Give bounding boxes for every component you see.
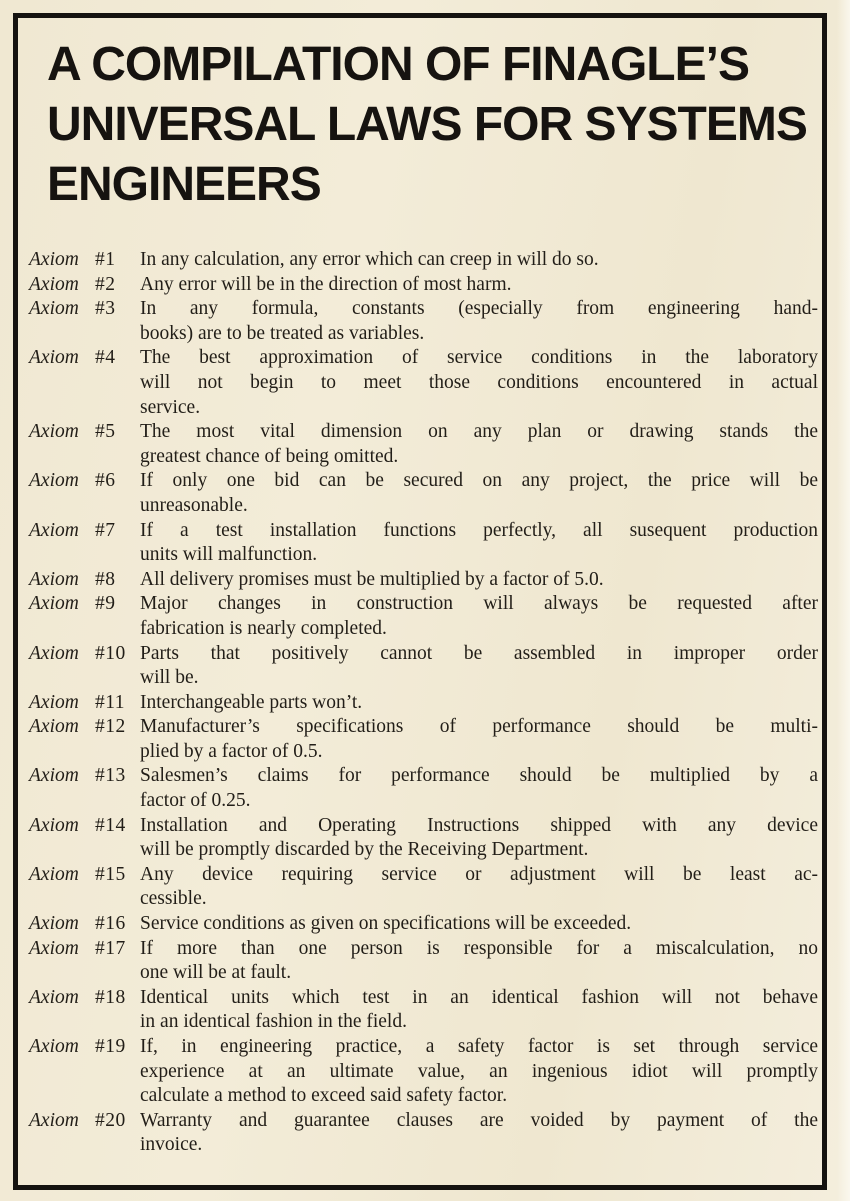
- axiom-number: #11: [95, 691, 126, 713]
- axiom-text-line: If, in engineering practice, a safety factor is set through service: [140, 1036, 818, 1057]
- axiom-text-line: Major changes in construction will always be requested after: [140, 593, 818, 615]
- axiom-row-20: [18, 1109, 822, 1158]
- scan-edge-artifact: [837, 0, 850, 1201]
- axiom-row-19: [18, 1035, 822, 1109]
- axiom-row-4: [18, 346, 822, 420]
- axiom-text-line: in an identical fashion in the field.: [140, 1011, 407, 1033]
- axiom-row-2: [18, 273, 822, 298]
- axiom-row-12: [18, 715, 822, 764]
- axiom-label: Axiom: [29, 691, 79, 713]
- axiom-number: #6: [95, 470, 116, 492]
- axiom-text-line: unreasonable.: [140, 494, 248, 516]
- title-line-2: UNIVERSAL LAWS FOR SYSTEMS: [47, 98, 807, 151]
- axiom-number: #17: [95, 937, 126, 959]
- axiom-row-14: [18, 814, 822, 863]
- axiom-number: #9: [95, 593, 116, 615]
- axiom-label: Axiom: [29, 249, 79, 270]
- axiom-number: #10: [95, 642, 126, 664]
- axiom-label: Axiom: [29, 642, 79, 664]
- axiom-label: Axiom: [29, 1036, 79, 1057]
- axiom-text: [140, 986, 818, 1035]
- axiom-number: #8: [95, 568, 116, 590]
- title-line-3: ENGINEERS: [47, 158, 321, 211]
- axiom-text-line: will be.: [140, 667, 199, 689]
- axiom-row-15: [18, 863, 822, 912]
- axiom-text-line: will be promptly discarded by the Receiving Department.: [140, 839, 589, 861]
- axiom-text: [140, 248, 818, 273]
- axiom-text-line: greatest chance of being omitted.: [140, 445, 399, 467]
- axiom-label: Axiom: [29, 347, 79, 369]
- axiom-row-3: [18, 297, 822, 346]
- axiom-text-line: If only one bid can be secured on any project, the price will be: [140, 470, 818, 492]
- axiom-label: Axiom: [29, 273, 79, 295]
- axiom-text-line: Manufacturer’s specifications of performance should be multi-: [140, 716, 818, 738]
- axiom-label: Axiom: [29, 913, 79, 935]
- axiom-text: [140, 642, 818, 691]
- axiom-text: [140, 863, 818, 912]
- axiom-text: [140, 273, 818, 298]
- axiom-number: #3: [95, 298, 116, 320]
- axiom-label: Axiom: [29, 716, 79, 738]
- axiom-text-line: Parts that positively cannot be assembled in improper order: [140, 642, 818, 664]
- axiom-text-line: plied by a factor of 0.5.: [140, 740, 323, 762]
- axiom-text: [140, 346, 818, 420]
- axiom-row-1: [18, 248, 822, 273]
- axiom-number: #4: [95, 347, 116, 369]
- axiom-text-line: Any device requiring service or adjustment will be least ac-: [140, 863, 818, 885]
- axiom-text: [140, 568, 818, 593]
- axiom-number: #20: [95, 1109, 126, 1131]
- axiom-text-line: Warranty and guarantee clauses are voided by payment of the: [140, 1109, 818, 1131]
- axiom-row-6: [18, 469, 822, 518]
- axiom-text-line: Any error will be in the direction of most harm.: [140, 273, 512, 295]
- axiom-label: Axiom: [29, 1109, 79, 1131]
- axiom-text-line: Identical units which test in an identical fashion will not behave: [140, 986, 818, 1008]
- axiom-label: Axiom: [29, 519, 79, 541]
- axiom-text: [140, 814, 818, 863]
- axiom-text: [140, 519, 818, 568]
- axiom-number: #15: [95, 863, 126, 885]
- axiom-number: #7: [95, 519, 116, 541]
- axiom-text-line: Interchangeable parts won’t.: [140, 691, 363, 713]
- axiom-text: [140, 420, 818, 469]
- axiom-row-5: [18, 420, 822, 469]
- axiom-text: [140, 297, 818, 346]
- axiom-number: #19: [95, 1036, 126, 1057]
- axiom-number: #5: [95, 421, 116, 443]
- axiom-text-line: one will be at fault.: [140, 962, 292, 984]
- axiom-text: [140, 469, 818, 518]
- axiom-number: #13: [95, 765, 126, 787]
- axiom-text: [140, 1109, 818, 1158]
- axiom-label: Axiom: [29, 568, 79, 590]
- axiom-number: #2: [95, 273, 116, 295]
- axiom-text: [140, 937, 818, 986]
- page-title: [47, 35, 822, 215]
- axiom-row-11: [18, 691, 822, 716]
- axiom-label: Axiom: [29, 937, 79, 959]
- axiom-text: [140, 912, 818, 937]
- axiom-text-line: The most vital dimension on any plan or drawing stands the: [140, 421, 818, 443]
- axiom-number: #18: [95, 986, 126, 1008]
- axiom-row-7: [18, 519, 822, 568]
- axiom-text-line: fabrication is nearly completed.: [140, 617, 387, 639]
- axiom-label: Axiom: [29, 986, 79, 1008]
- axiom-list: [18, 248, 822, 1158]
- axiom-text-line: Salesmen’s claims for performance should be multiplied by a: [140, 765, 818, 787]
- axiom-row-16: [18, 912, 822, 937]
- axiom-text: [140, 715, 818, 764]
- axiom-number: #12: [95, 716, 126, 738]
- axiom-text-line: invoice.: [140, 1134, 203, 1156]
- axiom-text-line: will not begin to meet those conditions encountered in actual: [140, 371, 818, 393]
- axiom-text-line: In any calculation, any error which can creep in will do so.: [140, 249, 599, 270]
- axiom-text: [140, 1035, 818, 1109]
- axiom-number: #16: [95, 913, 126, 935]
- axiom-text: [140, 691, 818, 716]
- axiom-text-line: units will malfunction.: [140, 544, 318, 566]
- axiom-label: Axiom: [29, 814, 79, 836]
- axiom-label: Axiom: [29, 470, 79, 492]
- axiom-text-line: If more than one person is responsible for a miscalculation, no: [140, 937, 818, 959]
- axiom-row-18: [18, 986, 822, 1035]
- axiom-text-line: books) are to be treated as variables.: [140, 322, 425, 344]
- page-border-frame: [13, 13, 827, 1190]
- axiom-text-line: The best approximation of service conditions in the laboratory: [140, 347, 818, 369]
- axiom-row-10: [18, 642, 822, 691]
- axiom-number: #1: [95, 249, 116, 270]
- axiom-text-line: Installation and Operating Instructions shipped with any device: [140, 814, 818, 836]
- axiom-label: Axiom: [29, 863, 79, 885]
- axiom-text-line: experience at an ultimate value, an ingenious idiot will promptly: [140, 1060, 818, 1082]
- axiom-text-line: service.: [140, 396, 201, 418]
- axiom-label: Axiom: [29, 298, 79, 320]
- axiom-label: Axiom: [29, 421, 79, 443]
- title-line-1: A COMPILATION OF FINAGLE’S: [47, 38, 749, 91]
- axiom-row-9: [18, 592, 822, 641]
- axiom-text-line: cessible.: [140, 888, 207, 910]
- axiom-text-line: Service conditions as given on specifications will be exceeded.: [140, 913, 632, 935]
- axiom-row-17: [18, 937, 822, 986]
- axiom-row-13: [18, 764, 822, 813]
- axiom-label: Axiom: [29, 593, 79, 615]
- axiom-number: #14: [95, 814, 126, 836]
- axiom-text-line: All delivery promises must be multiplied by a factor of 5.0.: [140, 568, 604, 590]
- axiom-text-line: In any formula, constants (especially from engineering hand-: [140, 298, 818, 320]
- axiom-text-line: factor of 0.25.: [140, 790, 251, 812]
- axiom-text: [140, 764, 818, 813]
- axiom-text: [140, 592, 818, 641]
- axiom-text-line: calculate a method to exceed said safety factor.: [140, 1085, 508, 1107]
- axiom-row-8: [18, 568, 822, 593]
- axiom-text-line: If a test installation functions perfectly, all susequent production: [140, 519, 818, 541]
- axiom-label: Axiom: [29, 765, 79, 787]
